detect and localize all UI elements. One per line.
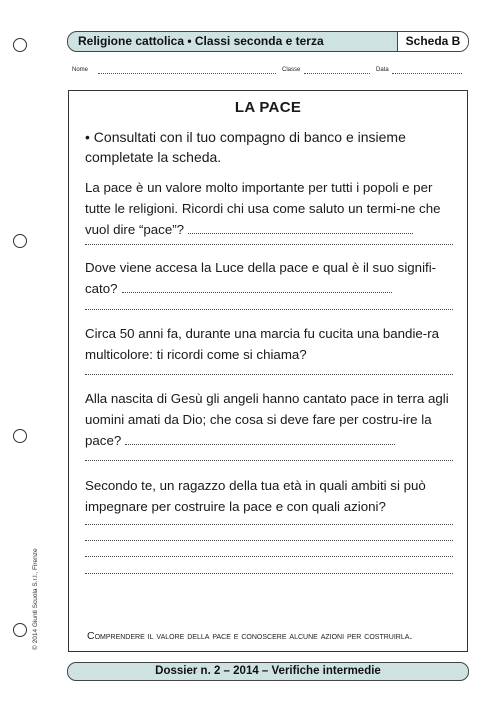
answer-2-inline-line[interactable] bbox=[122, 292, 392, 293]
date-label: Data bbox=[376, 67, 389, 73]
copyright-text: © 2014 Giunti Scuola S.r.l., Firenze bbox=[32, 548, 39, 650]
learning-objective: Comprendere il valore della pace e conoscere alcune azioni per costruirla. bbox=[87, 630, 413, 642]
answer-5-line-3[interactable] bbox=[85, 556, 453, 557]
worksheet-title: LA PACE bbox=[234, 99, 302, 116]
sheet-label-box bbox=[397, 32, 468, 51]
binder-hole-4 bbox=[13, 623, 27, 637]
answer-2-line[interactable] bbox=[85, 309, 453, 310]
answer-4-inline-line[interactable] bbox=[125, 444, 395, 445]
name-field[interactable] bbox=[98, 73, 276, 74]
instruction-text: • Consultati con il tuo compagno di banco e insieme completate la scheda. bbox=[85, 129, 406, 165]
question-4-text: Alla nascita di Gesù gli angeli hanno cantato pace in terra agli uomini amati da Dio; che cosa si deve fare per costru-ire la pace? bbox=[85, 391, 449, 448]
sheet-label: Scheda B bbox=[405, 34, 461, 48]
binder-hole-2 bbox=[13, 234, 27, 248]
name-label: Nome bbox=[72, 67, 89, 73]
answer-5-line-4[interactable] bbox=[85, 573, 453, 574]
footer-bar bbox=[67, 662, 469, 681]
answer-1-inline-line[interactable] bbox=[188, 233, 413, 234]
question-4 bbox=[85, 388, 459, 451]
question-1 bbox=[85, 177, 459, 240]
answer-5-line-2[interactable] bbox=[85, 540, 453, 541]
date-field[interactable] bbox=[392, 73, 462, 74]
student-info-row bbox=[72, 67, 467, 79]
question-5 bbox=[85, 475, 459, 517]
question-5-text: Secondo te, un ragazzo della tua età in quali ambiti si può impegnare per costruire la pace e con quali azioni? bbox=[85, 478, 426, 514]
answer-3-line[interactable] bbox=[85, 374, 453, 375]
header-title: Religione cattolica • Classi seconda e terza bbox=[78, 34, 324, 48]
question-2 bbox=[85, 257, 459, 299]
question-3 bbox=[85, 323, 459, 365]
answer-1-line[interactable] bbox=[85, 244, 453, 245]
answer-4-line[interactable] bbox=[85, 460, 453, 461]
binder-hole-3 bbox=[13, 429, 27, 443]
worksheet-frame bbox=[68, 90, 468, 652]
question-3-text: Circa 50 anni fa, durante una marcia fu cucita una bandie-ra multicolore: ti ricordi come si chiama? bbox=[85, 326, 440, 362]
class-label: Classe bbox=[282, 67, 301, 73]
header-bar bbox=[67, 31, 469, 52]
binder-hole-1 bbox=[13, 38, 27, 52]
class-field[interactable] bbox=[304, 73, 370, 74]
footer-text: Dossier n. 2 – 2014 – Verifiche intermedie bbox=[155, 665, 381, 677]
question-2-text: Dove viene accesa la Luce della pace e qual è il suo signifi-cato? bbox=[85, 260, 437, 296]
question-1-text: La pace è un valore molto importante per tutti i popoli e per tutte le religioni. Ricordi chi usa come saluto un termi-ne che vuol dire “pace”? bbox=[85, 180, 441, 237]
answer-5-line-1[interactable] bbox=[85, 524, 453, 525]
